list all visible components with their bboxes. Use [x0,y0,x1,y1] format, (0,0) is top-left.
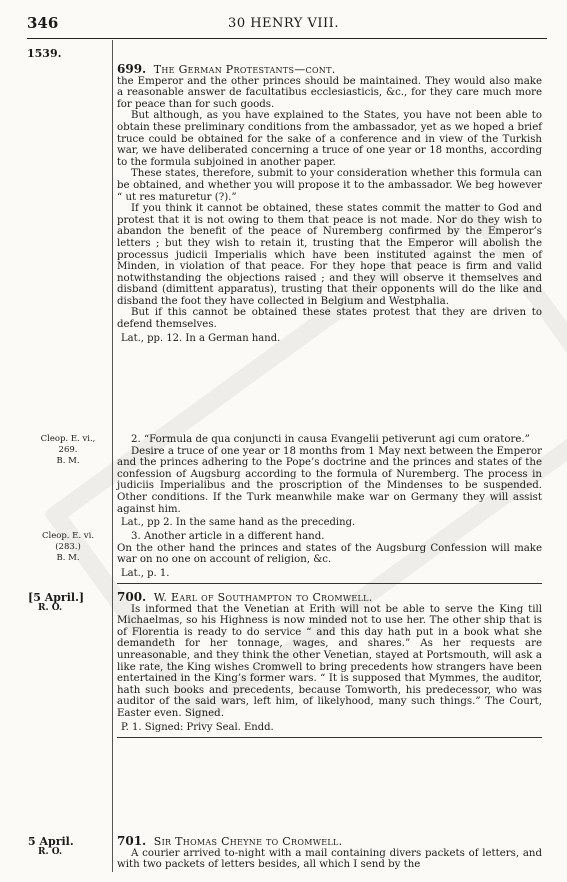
entry-reference: Lat., pp. 12. In a German hand. [121,332,281,344]
entry-separator [117,583,542,584]
entry-699-part-3 [117,531,542,584]
header-rule [27,38,547,39]
entry-heading [117,64,542,76]
margin-rule [112,40,113,872]
part-heading: 3. Another article in a different hand. [131,531,325,542]
running-head: 30 HENRY VIII. [228,16,339,31]
paragraph: the Emperor and the other princes should be maintained. They would also make a reasonable answer de facultatibus ecclesiasticis, &c., for they care much more for peace than for such goods. [117,75,542,110]
paragraph: But although, as you have explained to the States, you have not been able to obtain these preliminary conditions from the ambassador, yet as we hoped a brief truce could be obtained for the sake of a conference and in view of the Turkish war, we have deliberated concerning a truce of one year or 18 months, according to the formula subjoined in another paper. [117,110,542,168]
entry-heading [117,836,542,848]
paragraph: But if this cannot be obtained these states protest that they are driven to defend themselves. [117,307,542,331]
entry-reference: P. 1. Signed: Privy Seal. Endd. [121,721,274,733]
entry-number: 700. [117,590,147,604]
entry-separator [117,737,542,738]
paragraph: These states, therefore, submit to your consideration whether this formula can be obtained, and whether you will propose it to the ambassador. We beg however “ ut res maturetur (?).” [117,168,542,203]
paragraph: Desire a truce of one year or 18 months from 1 May next between the Emperor and the princes adhering to the Pope’s doctrine and the princes and states of the confession of Augsburg according to the formula of Nuremberg. The process in judiciis Imperialibus and the proscription of the Mindenses to be suspended. Other conditions. If the Turk meanwhile make war on Germany they will assist against him. [117,445,542,515]
margin-date-700: [5 April.] R. O. [28,591,85,613]
margin-date-701: 5 April. R. O. [28,835,74,857]
entry-heading [117,592,542,604]
entry-699 [117,64,542,344]
page-header [0,14,567,34]
part-heading: 2. “Formula de qua conjuncti in causa Evangelii petiverunt agi cum oratore.” [131,434,530,445]
page-number: 346 [27,14,59,32]
paragraph: Is informed that the Venetian at Erith will not be able to serve the King till Michaelmas, so his Highness is now minded not to use her. The other ship that is of Florentia is ready to do service “ and this day hath put in a book what she demandeth for her tonnage, wages, and shares.” As her requests are unreasonable, and they think the other Venetian, stayed at Portsmouth, will ask a like rate, the King wishes Cromwell to bring precedents how strangers have been entertained in the King’s former wars. “ It is supposed that Mymmes, the auditor, hath such books and precedents, because Tomworth, his predecessor, who was auditor of the said wars, left him, of likelyhood, many such things.” The Court, Easter even. Signed. [117,603,542,719]
entry-700 [117,592,542,738]
year-label: 1539. [27,47,62,60]
entry-701 [117,836,542,871]
entry-699-part-2 [117,434,542,529]
entry-number: 701. [117,834,147,848]
margin-source-2: Cleop. E. vi., 269. B. M. [40,434,96,466]
entry-title: W. Earl of Southampton to Cromwell. [153,591,373,604]
entry-reference: Lat., pp 2. In the same hand as the preceding. [121,517,356,529]
paragraph: On the other hand the princes and states of the Augsburg Confession will make war on no one on account of religion, &c. [117,542,542,566]
paragraph: A courier arrived to-night with a mail containing divers packets of letters, and with two packets of letters besides, all which I send by the [117,847,542,871]
entry-number: 699. [117,62,147,76]
entry-reference: Lat., p. 1. [121,567,170,579]
entry-title: Sir Thomas Cheyne to Cromwell. [153,835,343,848]
entry-title: The German Protestants—cont. [153,63,336,76]
paragraph: If you think it cannot be obtained, these states commit the matter to God and protest that it is not owing to them that peace is not made. Nor do they wish to abandon the benefit of the peace of Nuremberg confirmed by the Emperor’s letters ; but they wish to retain it, trusting that the Emperor will abolish the processus judicii Imperialis which have been instituted against the men of Minden, in violation of that peace. For they hope that peace is firm and valid notwithstanding the objections raised ; and they will observe it themselves and disband (dimittent apparatus), trusting that their opponents will do the like and disband the foot they have collected in Belgium and Westphalia. [117,203,542,307]
margin-source-3: Cleop. E. vi. (283.) B. M. [41,531,95,563]
